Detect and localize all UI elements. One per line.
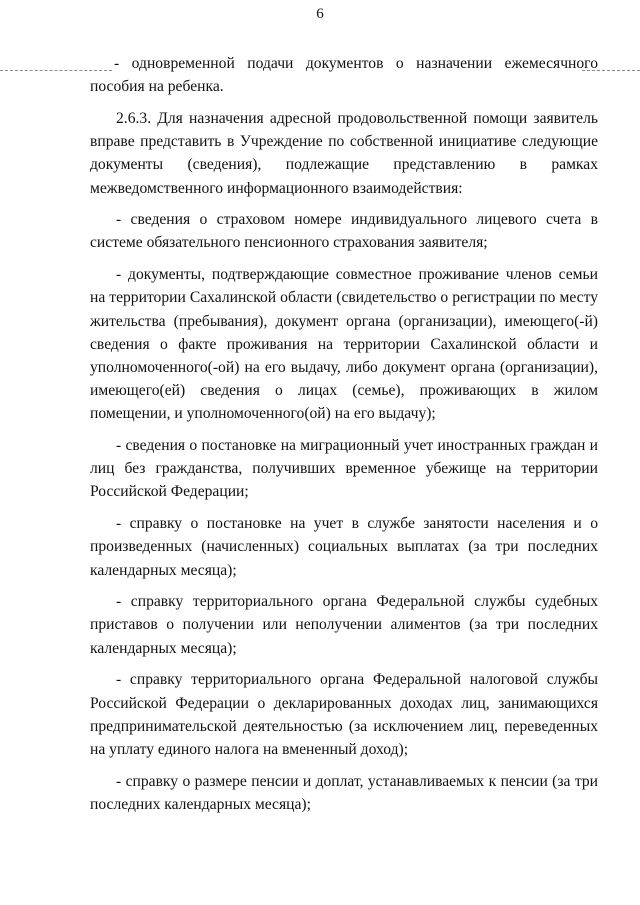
list-item-insurance-number: - сведения о страховом номере индивидуального лицевого счета в системе обязательного пенсионного страхования заявителя; <box>90 211 598 252</box>
list-item-cohabitation-documents: - документы, подтверждающие совместное проживание членов семьи на территории Сахалинской области (свидетельство о регистрации по месту жительства (пребывания), документ органа (организации), имеющего(-й) сведения о факте проживания на территории Сахалинской области и уполномоченного(-ой) на его выдачу, либо документ органа (организации), имеющего(ей) сведения о лицах (семье), проживающих в жилом помещении, и уполномоченного(ой) на его выдачу); <box>90 266 598 423</box>
list-item-bailiff-alimony: - справку территориального органа Федеральной службы судебных приставов о получении или неполучении алиментов (за три последних календарных месяца); <box>90 593 598 657</box>
list-item-migration-registration: - сведения о постановке на миграционный учет иностранных граждан и лиц без гражданства, получивших временное убежище на территории Российской Федерации; <box>90 437 598 501</box>
list-item-pension-amount: - справку о размере пенсии и доплат, устанавливаемых к пенсии (за три последних календарных месяца); <box>90 772 598 813</box>
paragraph-simultaneous-filing: - одновременной подачи документов о назначении ежемесячного пособия на ребенка. <box>90 55 598 96</box>
paragraph-clause-2-6-3: 2.6.3. Для назначения адресной продовольственной помощи заявитель вправе представить в Учреждение по собственной инициативе следующие документы (сведения), подлежащие представлению в рамках межведомственного информационного взаимодействия: <box>90 109 598 197</box>
list-item-employment-service: - справку о постановке на учет в службе занятости населения и о произведенных (начисленных) социальных выплатах (за три последних календарных месяца); <box>90 515 598 579</box>
list-item-tax-service-income: - справку территориального органа Федеральной налоговой службы Российской Федерации о декларированных доходах лиц, занимающихся предпринимательской деятельностью (за исключением лиц, переведенных на уплату единого налога на вмененный доход); <box>90 671 598 758</box>
document-body <box>90 52 598 825</box>
page-number: 6 <box>316 6 324 22</box>
